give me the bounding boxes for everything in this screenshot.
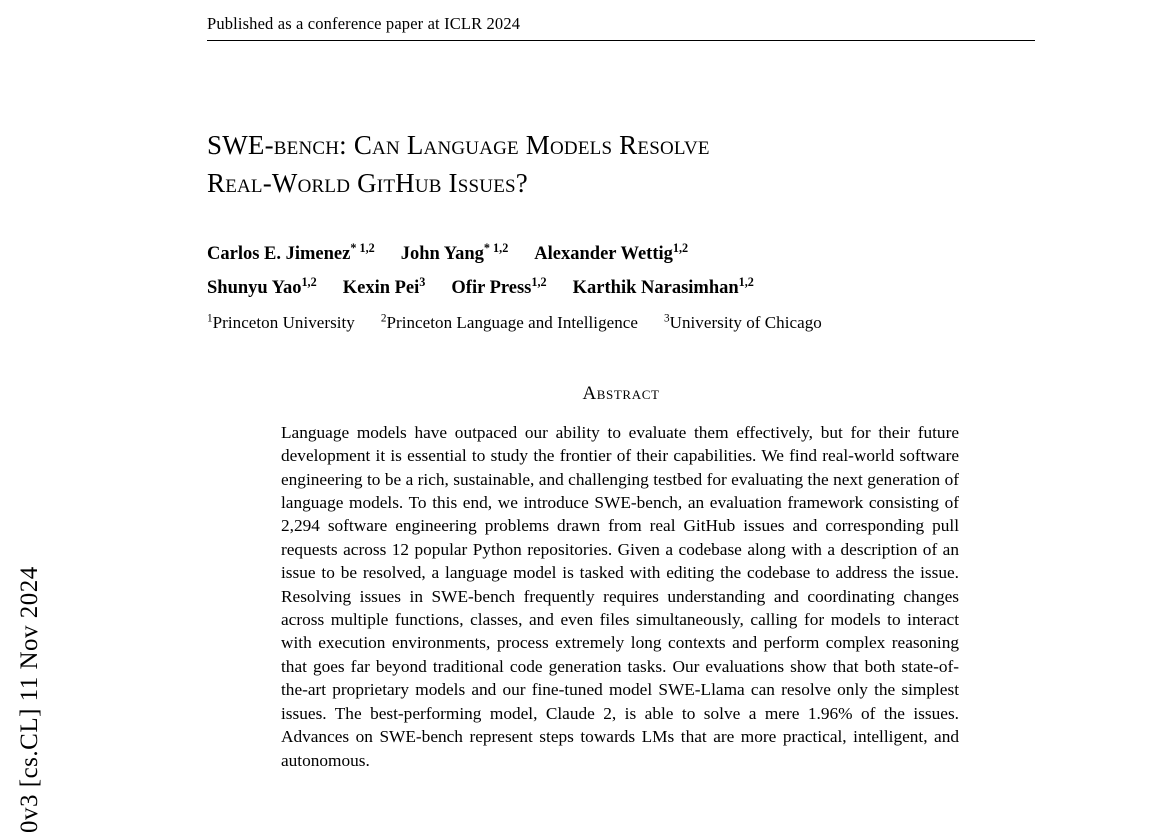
title-line-2: Real-World GitHub Issues? [207, 168, 528, 199]
author [207, 240, 375, 264]
author-marks: 1,2 [672, 240, 689, 255]
author [534, 240, 689, 264]
abstract-text: Language models have outpaced our ability to evaluate them effectively, but for their future development it is essential to study the frontier of their capabilities. We find real-world software engineering to be a rich, sustainable, and challenging testbed for evaluating the next generation of language models. To this end, we introduce SWE-bench, an evaluation framework consisting of 2,294 software engineering problems drawn from real GitHub issues and corresponding pull requests across 12 popular Python repositories. Given a codebase along with a description of an issue to be resolved, a language model is tasked with editing the codebase to address the issue. Resolving issues in SWE-bench frequently requires understanding and coordinating changes across multiple functions, classes, and even files simultaneously, calling for models to interact with execution environments, process extremely long contexts and perform complex reasoning that goes far beyond traditional code generation tasks. Our evaluations show that both state-of-the-art proprietary models and our fine-tuned model SWE-Llama can resolve only the simplest issues. The best-performing model, Claude 2, is able to solve a mere 1.96% of the issues. Advances on SWE-bench represent steps towards LMs that are more practical, intelligent, and autonomous. [281, 422, 959, 770]
author-name: Karthik Narasimhan [572, 278, 739, 299]
title-line-1: SWE-bench: Can Language Models Resolve [207, 130, 710, 160]
affiliation-name: Princeton Language and Intelligence [386, 312, 638, 332]
paper-page [207, 0, 1035, 835]
affiliation-mark: 2 [380, 312, 387, 324]
author [451, 275, 547, 299]
author-name: Ofir Press [451, 278, 532, 299]
page-title [207, 126, 1035, 203]
author-name: Kexin Pei [342, 278, 420, 299]
author-row-1 [207, 240, 1035, 264]
author [572, 275, 754, 299]
author-marks: 3 [419, 275, 426, 289]
author [342, 275, 426, 299]
author [207, 275, 317, 299]
author-marks: * 1,2 [483, 240, 509, 255]
running-head: Published as a conference paper at ICLR 2024 [207, 14, 521, 33]
author [400, 240, 509, 264]
author-name: John Yang [400, 243, 484, 264]
abstract-heading: Abstract [582, 382, 660, 404]
author-name: Carlos E. Jimenez [207, 243, 351, 264]
affiliation-name: University of Chicago [669, 312, 822, 332]
author-list [207, 240, 1035, 332]
header-rule [207, 40, 1035, 41]
author-name: Shunyu Yao [207, 278, 302, 299]
author-marks: 1,2 [301, 275, 317, 289]
author-marks: 1,2 [531, 275, 547, 289]
author-row-2 [207, 275, 1035, 299]
affiliation [207, 313, 355, 332]
affiliation-mark: 1 [207, 312, 213, 324]
author-marks: * 1,2 [350, 240, 375, 255]
affiliation [381, 313, 638, 332]
affiliation [664, 313, 822, 332]
author-marks: 1,2 [738, 275, 754, 289]
author-name: Alexander Wettig [534, 243, 673, 264]
arxiv-identifier-stamp: 0v3 [cs.CL] 11 Nov 2024 [16, 566, 43, 833]
affiliation-list [207, 314, 1035, 331]
affiliation-mark: 3 [663, 312, 670, 324]
affiliation-name: Princeton University [212, 312, 355, 332]
